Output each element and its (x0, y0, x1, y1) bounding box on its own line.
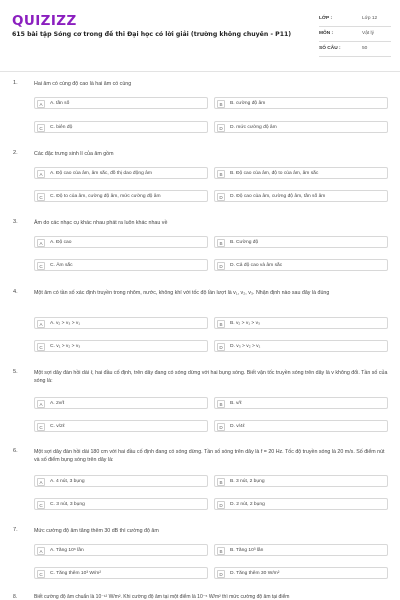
option-text: C. Âm sắc (50, 262, 73, 268)
option-text: B. v₂ > v₁ > v₃ (230, 320, 261, 326)
option-letter: C (37, 343, 45, 351)
answer-option-b[interactable] (214, 475, 388, 487)
option-text: B. Tăng 10³ lần (230, 547, 264, 553)
option-text: D. Cả độ cao và âm sắc (230, 262, 283, 268)
answer-option-b[interactable] (214, 236, 388, 248)
option-letter: C (37, 124, 45, 132)
option-letter: A (37, 547, 45, 555)
option-text: A. 2v/ℓ (50, 400, 65, 406)
answer-option-d[interactable] (214, 259, 388, 271)
option-letter: B (217, 100, 225, 108)
answer-option-b[interactable] (214, 544, 388, 556)
option-letter: D (217, 193, 225, 201)
answer-option-b[interactable] (214, 167, 388, 179)
answer-option-c[interactable] (34, 498, 208, 510)
answer-option-c[interactable] (34, 340, 208, 352)
answer-option-c[interactable] (34, 259, 208, 271)
meta-label: LỚP : (319, 16, 333, 21)
option-text: A. Độ cao của âm, âm sắc, đồ thị dao động âm (50, 170, 152, 176)
answer-option-c[interactable] (34, 567, 208, 579)
option-letter: C (37, 262, 45, 270)
answer-option-d[interactable] (214, 190, 388, 202)
option-text: C. biên độ (50, 124, 73, 130)
option-letter: D (217, 501, 225, 509)
question-number: 5. (13, 369, 18, 375)
question-text: Âm do các nhạc cụ khác nhau phát ra luôn khác nhau về (34, 220, 168, 226)
option-letter: A (37, 100, 45, 108)
option-text: D. v/4ℓ (230, 423, 245, 429)
option-letter: C (37, 193, 45, 201)
option-text: D. v₃ > v₂ > v₁ (230, 343, 261, 349)
meta-row-subject (319, 27, 391, 42)
meta-row-class (319, 12, 391, 27)
answer-option-d[interactable] (214, 420, 388, 432)
option-letter: C (37, 423, 45, 431)
option-text: C. v/2ℓ (50, 423, 65, 429)
option-letter: B (217, 478, 225, 486)
meta-label: MÔN : (319, 31, 334, 36)
meta-label: SỐ CÂU : (319, 46, 341, 51)
meta-value: Lớp 12 (362, 16, 378, 21)
option-text: B. v/ℓ (230, 400, 242, 406)
option-letter: D (217, 570, 225, 578)
worksheet-header (0, 0, 400, 72)
option-letter: A (37, 478, 45, 486)
worksheet-meta-table (319, 12, 391, 57)
option-text: C. 3 nút, 3 bụng (50, 501, 85, 507)
option-letter: A (37, 239, 45, 247)
answer-option-a[interactable] (34, 236, 208, 248)
answer-option-b[interactable] (214, 97, 388, 109)
meta-row-question-count (319, 42, 391, 57)
question-text: Các đặc trưng sinh lí của âm gồm (34, 151, 114, 157)
answer-option-a[interactable] (34, 475, 208, 487)
option-text: B. Độ cao của âm, độ to của âm, âm sắc (230, 170, 319, 176)
answer-option-b[interactable] (214, 397, 388, 409)
option-letter: C (37, 501, 45, 509)
option-letter: B (217, 170, 225, 178)
option-letter: B (217, 400, 225, 408)
option-text: C. v₁ > v₂ > v₃ (50, 343, 81, 349)
meta-value: Vật lý (362, 31, 374, 36)
question-number: 4. (13, 289, 18, 295)
worksheet-title: 615 bài tập Sóng cơ trong đề thi Đại học có lời giải (trường không chuyên - P11) (12, 31, 292, 38)
answer-option-a[interactable] (34, 317, 208, 329)
option-letter: D (217, 423, 225, 431)
question-text: Một sợi dây đàn hồi dài 180 cm với hai đầu cố định đang có sóng dừng. Tần số sóng trên dây là f = 20 Hz. Tốc độ truyền sóng là 20 m/s. Số điểm nút và số điểm bụng sóng trên dây là: (34, 449, 385, 463)
question-text: Biết cường độ âm chuẩn là 10⁻¹² W/m². Khi cường độ âm tại một điểm là 10⁻⁵ W/m² thì mức cường độ âm tại điểm (34, 594, 290, 600)
answer-option-c[interactable] (34, 190, 208, 202)
question-number: 2. (13, 150, 18, 156)
option-letter: D (217, 262, 225, 270)
option-letter: A (37, 320, 45, 328)
question-text: Một âm có tần số xác định truyền trong nhôm, nước, không khí với tốc độ lần lượt là v₁, v₂, v₃. Nhận định nào sau đây là đúng (34, 290, 330, 296)
answer-option-a[interactable] (34, 397, 208, 409)
answer-option-d[interactable] (214, 121, 388, 133)
option-letter: B (217, 320, 225, 328)
option-text: B. Cường độ (230, 239, 259, 245)
option-text: A. 4 nút, 3 bụng (50, 478, 85, 484)
question-number: 1. (13, 80, 18, 86)
question-text: Mức cường độ âm tăng thêm 30 dB thì cường độ âm (34, 528, 159, 534)
question-number: 3. (13, 219, 18, 225)
answer-option-c[interactable] (34, 420, 208, 432)
option-text: A. Độ cao (50, 239, 72, 245)
answer-option-d[interactable] (214, 498, 388, 510)
option-text: B. 3 nút, 2 bụng (230, 478, 265, 484)
answer-option-b[interactable] (214, 317, 388, 329)
question-number: 6. (13, 448, 18, 454)
option-text: B. cường độ âm (230, 100, 266, 106)
option-text: D. Tăng thêm 30 W/m² (230, 570, 280, 576)
answer-option-a[interactable] (34, 97, 208, 109)
option-letter: A (37, 400, 45, 408)
option-letter: D (217, 343, 225, 351)
option-text: D. Độ cao của âm, cường độ âm, tần số âm (230, 193, 326, 199)
option-text: A. tần số (50, 100, 70, 106)
option-letter: B (217, 239, 225, 247)
meta-value: 50 (362, 46, 368, 51)
answer-option-a[interactable] (34, 544, 208, 556)
quizizz-logo: QUIZIZZ (12, 13, 77, 29)
option-letter: D (217, 124, 225, 132)
option-letter: B (217, 547, 225, 555)
option-text: D. 2 nút, 2 bụng (230, 501, 265, 507)
question-text: Một sợi dây đàn hồi dài ℓ, hai đầu cố định, trên dây đang có sóng dừng với hai bụng sóng. Biết vận tốc truyền sóng trên dây là v không đổi. Tần số của sóng là: (34, 370, 388, 384)
option-text: A. Tăng 10⁶ lần (50, 547, 84, 553)
answer-option-a[interactable] (34, 167, 208, 179)
option-letter: A (37, 170, 45, 178)
answer-option-d[interactable] (214, 567, 388, 579)
answer-option-c[interactable] (34, 121, 208, 133)
option-text: C. Tăng thêm 10³ W/m² (50, 570, 102, 576)
answer-option-d[interactable] (214, 340, 388, 352)
option-text: A. v₂ > v₃ > v₁ (50, 320, 81, 326)
question-number: 8. (13, 594, 18, 600)
option-text: C. Độ to của âm, cường độ âm, mức cường độ âm (50, 193, 161, 199)
question-text: Hai âm có cùng độ cao là hai âm có cùng (34, 81, 132, 87)
question-number: 7. (13, 527, 18, 533)
option-letter: C (37, 570, 45, 578)
question-8-partial (13, 594, 290, 600)
option-text: D. mức cường độ âm (230, 124, 277, 130)
